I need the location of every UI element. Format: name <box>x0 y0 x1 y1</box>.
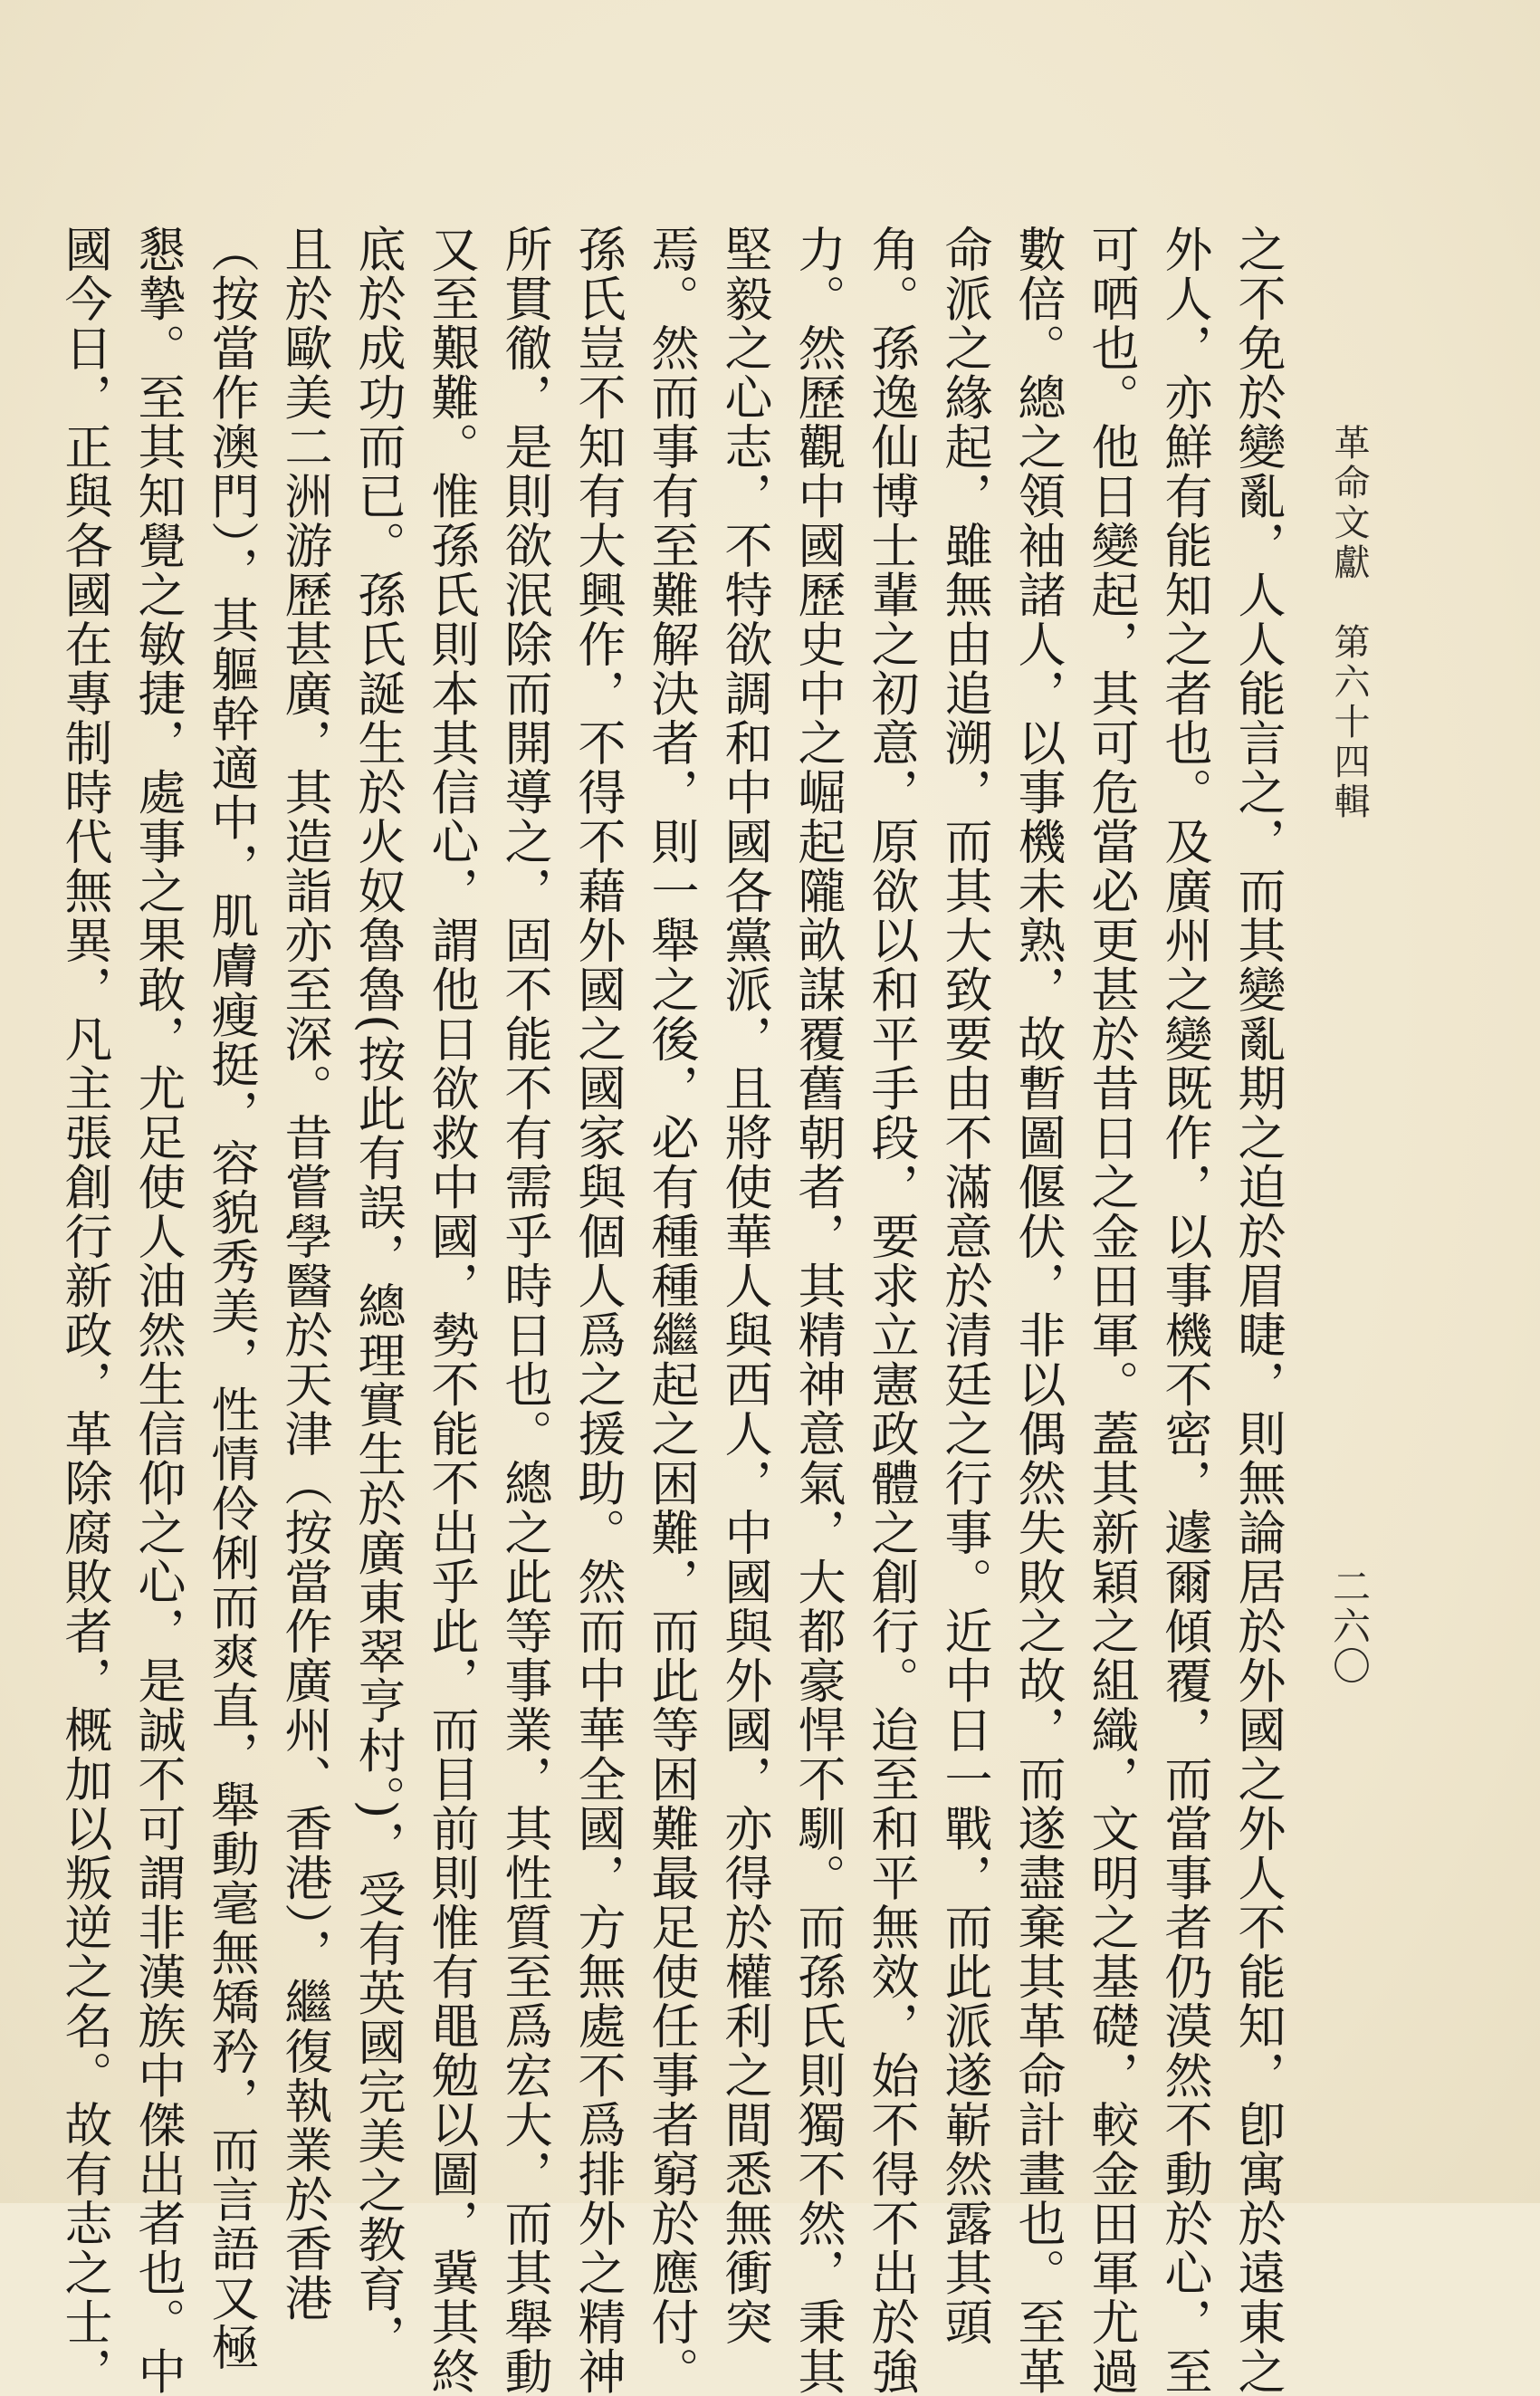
text-column: 力。然歷觀中國歷史中之崛起隴畝謀覆舊朝者，其精神意氣，大都豪悍不馴。而孫氏則獨不然，秉其 <box>790 225 846 2396</box>
text-column: 角。孫逸仙博士輩之初意，原欲以和平手段，要求立憲政體之創行。迨至和平無效，始不得不出於強 <box>864 225 919 2396</box>
text-column: 所貫徹，是則欲泯除而開導之，固不能不有需乎時日也。總之此等事業，其性質至爲宏大，而其舉動 <box>497 225 552 2396</box>
page-number: 二六〇 <box>1327 1567 1372 1686</box>
text-column: 又至艱難。惟孫氏則本其信心，謂他日欲救中國，勢不能不出乎此，而目前則惟有黽勉以圖，冀其終 <box>424 225 479 2396</box>
text-column: 外人，亦鮮有能知之者也。及廣州之變既作，以事機不密，遽爾傾覆，而當事者仍漠然不動於心，至 <box>1157 225 1212 2396</box>
text-column: 底於成功而已。孫氏誕生於火奴魯魯(按此有誤，總理實生於廣東翠亨村。)，受有英國完美之教育， <box>350 225 406 2363</box>
text-column: 可哂也。他日變起，其可危當必更甚於昔日之金田軍。蓋其新穎之組織，文明之基礎，較金田軍尤過 <box>1084 225 1139 2396</box>
text-column: 孫氏豈不知有大興作，不得不藉外國之國家與個人爲之援助。然而中華全國，方無處不爲排外之精神 <box>570 225 626 2396</box>
text-column: 數倍。總之領袖諸人，以事機未熟，故暫圖偃伏，非以偶然失敗之故，而遂盡棄其革命計畫也。至革 <box>1010 225 1066 2396</box>
text-column: （按當作澳門），其軀幹適中，肌膚瘦挺，容貌秀美，性情伶俐而爽直，舉動毫無矯矜，而言語又極 <box>204 225 259 2372</box>
text-column: 命派之緣起，雖無由追溯，而其大致要由不滿意於清廷之行事。近中日一戰，而此派遂嶄然露其頭 <box>937 225 992 2347</box>
text-column: 堅毅之心志，不特欲調和中國各黨派，且將使華人與西人，中國與外國，亦得於權利之間悉無衝突 <box>717 225 772 2347</box>
text-column: 且於歐美二洲游歷甚廣，其造詣亦至深。昔嘗學醫於天津（按當作廣州、香港），繼復執業於香港 <box>277 225 332 2323</box>
running-header: 革命文獻 第六十四輯 <box>1328 424 1370 822</box>
text-column: 國今日，正與各國在專制時代無異，凡主張創行新政，革除腐敗者，概加以叛逆之名。故有志之士， <box>57 225 112 2396</box>
text-column: 懇摯。至其知覺之敏捷，處事之果敢，尤足使人油然生信仰之心，是誠不可謂非漢族中傑出者也。中 <box>130 225 186 2396</box>
text-column: 之不免於變亂，人人能言之，而其變亂期之迫於眉睫，則無論居於外國之外人不能知，卽寓於遠東之 <box>1230 225 1286 2396</box>
body-text <box>57 225 1295 2396</box>
text-column: 焉。然而事有至難解決者，則一舉之後，必有種種繼起之困難，而此等困難最足使任事者窮於應付。 <box>644 225 699 2396</box>
